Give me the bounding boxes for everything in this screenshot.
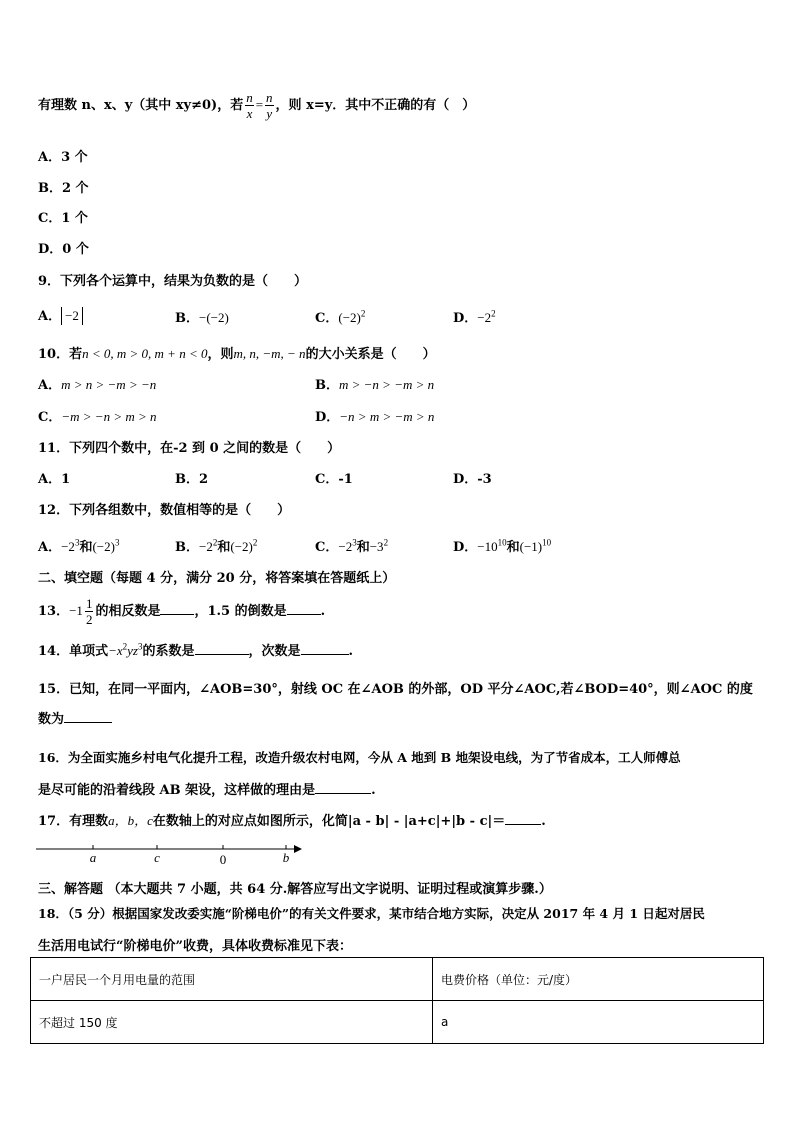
q11-stem: 11．下列四个数中，在-2 到 0 之间的数是（ ） bbox=[38, 441, 341, 456]
q13: 13．−1 $\frac{1}{2}$ 的相反数是 ，1.5 的倒数是 . bbox=[38, 596, 326, 627]
q10-option-d: D．−n > m > −m > n bbox=[315, 409, 435, 425]
number-line-figure bbox=[36, 838, 306, 868]
answer-blank bbox=[315, 793, 371, 794]
table-row bbox=[31, 1001, 764, 1044]
q12-stem: 12．下列各组数中，数值相等的是（ ） bbox=[38, 503, 291, 518]
section-2-heading: 二、填空题（每题 4 分，满分 20 分，将答案填在答题纸上） bbox=[38, 571, 396, 586]
q8-option-b: B．2 个 bbox=[38, 181, 89, 196]
table-cell: 不超过 150 度 bbox=[31, 1001, 433, 1044]
table-header-cell: 一户居民一个月用电量的范围 bbox=[31, 958, 433, 1001]
q8-option-a: A．3 个 bbox=[38, 150, 88, 165]
q12-option-d: D．$-10^{10}$和$(-1)^{10}$ bbox=[453, 537, 552, 555]
q15-line2: 数为 bbox=[38, 708, 112, 727]
fraction-n-over-y: $\frac{n}{y}$ bbox=[266, 90, 273, 121]
q15-line1: 15．已知，在同一平面内，∠AOB=30°，射线 OC 在∠AOB 的外部，OD 平分∠AOC,若∠BOD=40°，则∠AOC 的度 bbox=[38, 682, 753, 697]
section-3-heading: 三、解答题 （本大题共 7 小题，共 64 分.解答应写出文字说明、证明过程或演算步骤.） bbox=[38, 882, 552, 897]
label-c: c bbox=[154, 850, 160, 865]
q12-option-b: B．$-2^2$和$(-2)^2$ bbox=[175, 537, 258, 555]
q9-option-d: D．$-2^2$ bbox=[453, 308, 496, 326]
answer-blank bbox=[287, 614, 321, 615]
q9-option-a: A． −2 bbox=[38, 305, 83, 325]
q10-option-a: A．m > n > −m > −n bbox=[38, 377, 157, 393]
q11-option-d: D．-3 bbox=[453, 472, 492, 487]
q16-line1: 16．为全面实施乡村电气化提升工程，改造升级农村电网，今从 A 地到 B 地架设电线，为了节省成本，工人师傅总 bbox=[38, 750, 681, 765]
label-b: b bbox=[282, 850, 290, 865]
q10-option-c: C．−m > −n > m > n bbox=[38, 409, 157, 425]
fraction-one-half: $\frac{1}{2}$ bbox=[85, 596, 93, 627]
table-cell: a bbox=[433, 1001, 764, 1044]
answer-blank bbox=[160, 614, 194, 615]
fraction-n-over-x: $\frac{n}{x}$ bbox=[246, 90, 253, 121]
answer-blank bbox=[301, 654, 349, 655]
q11-option-b: B．2 bbox=[175, 472, 209, 487]
q8-stem: 有理数 n、x、y（其中 xy≠0)，若 $\frac{n}{x}$ = $\frac{n}{y}$ ，则 x=y．其中不正确的有（ ） bbox=[38, 90, 476, 121]
table-header-cell: 电费价格（单位：元/度） bbox=[433, 958, 764, 1001]
q9-stem: 9．下列各个运算中，结果为负数的是（ ） bbox=[38, 274, 308, 289]
q10-option-b: B．m > −n > −m > n bbox=[315, 377, 435, 393]
table-header-row bbox=[31, 958, 764, 1001]
arrow-right-icon bbox=[294, 845, 302, 853]
answer-blank bbox=[64, 722, 112, 723]
q9-option-c: C．$(-2)^2$ bbox=[315, 308, 366, 326]
q11-option-a: A．1 bbox=[38, 472, 71, 487]
q18-line2: 生活用电试行“阶梯电价”收费，具体收费标准见下表： bbox=[38, 939, 352, 954]
answer-blank bbox=[505, 824, 541, 825]
answer-blank bbox=[195, 654, 249, 655]
q14: 14．单项式$-x^2yz^3$的系数是 ，次数是 . bbox=[38, 641, 354, 659]
q9-option-b: B．−(−2) bbox=[175, 310, 229, 326]
q10-stem: 10．若n < 0, m > 0, m + n < 0，则m, n, −m, − n的大小关系是（ ） bbox=[38, 346, 436, 362]
label-a: a bbox=[89, 850, 97, 865]
electricity-price-table bbox=[30, 957, 764, 1044]
q18-line1: 18．（5 分）根据国家发改委实施“阶梯电价”的有关文件要求，某市结合地方实际，决定从 2017 年 4 月 1 日起对居民 bbox=[38, 906, 705, 921]
q12-option-a: A．$-2^3$和$(-2)^3$ bbox=[38, 537, 120, 555]
q16-line2: 是尽可能的沿着线段 AB 架设，这样做的理由是 . bbox=[38, 783, 376, 798]
q11-option-c: C．-1 bbox=[315, 472, 353, 487]
q8-option-c: C．1 个 bbox=[38, 211, 88, 226]
q12-option-c: C．$-2^3$和$-3^2$ bbox=[315, 537, 389, 555]
q17: 17．有理数a，b，c在数轴上的对应点如图所示，化简|a - b| - |a+c|+|b - c|＝ . bbox=[38, 813, 546, 829]
q8-option-d: D．0 个 bbox=[38, 242, 89, 257]
label-0: 0 bbox=[219, 852, 227, 867]
